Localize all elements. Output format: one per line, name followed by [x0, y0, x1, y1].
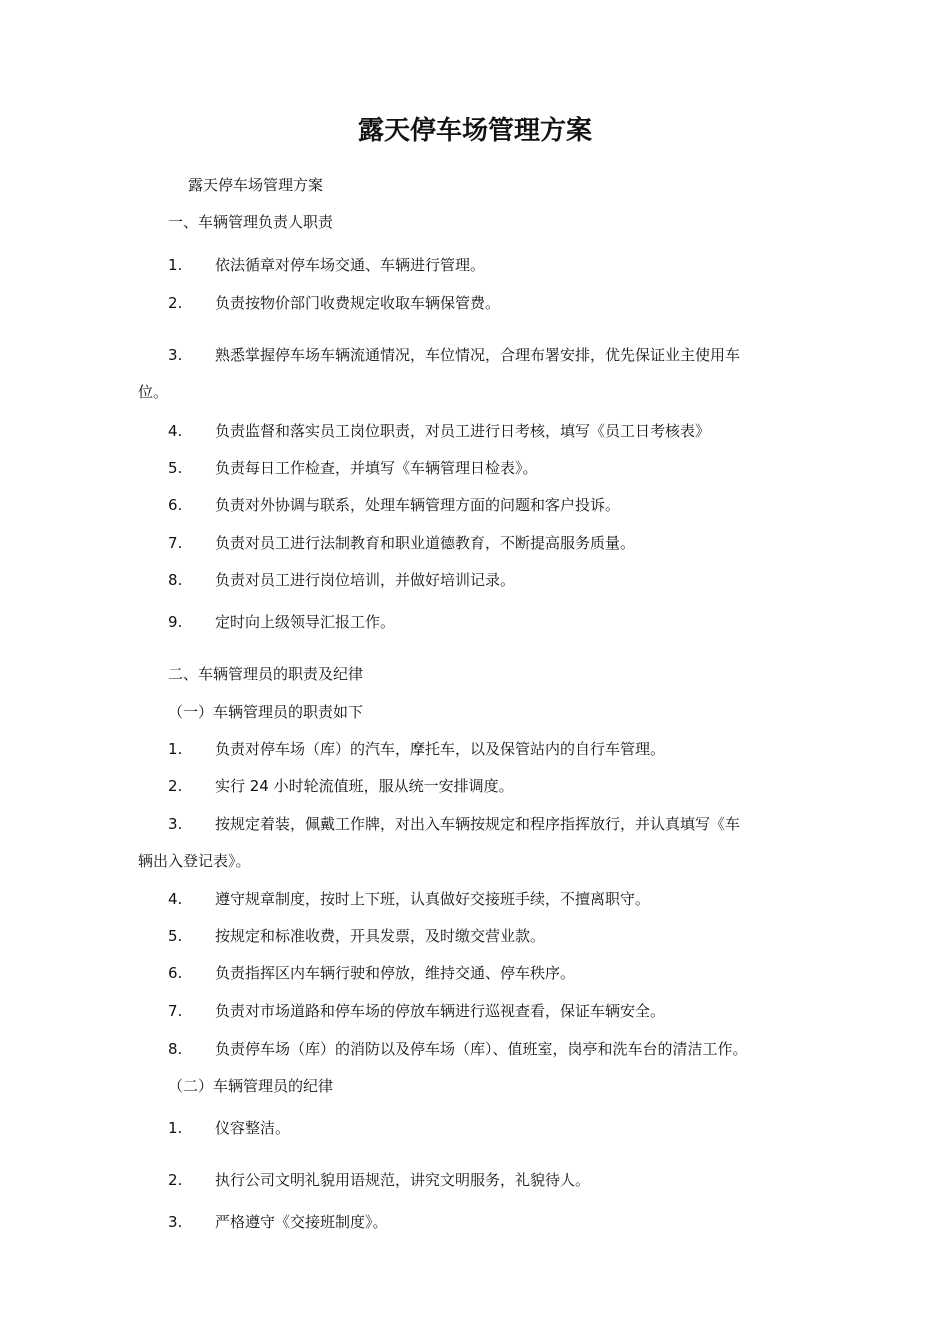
list-item-text: 负责监督和落实员工岗位职责，对员工进行日考核，填写《员工日考核表》	[215, 422, 711, 440]
section-1-heading: 一、车辆管理负责人职责	[168, 213, 334, 231]
subsection-1-heading: （一）车辆管理员的职责如下	[168, 703, 364, 721]
list-item-number: 8.	[168, 1040, 183, 1058]
list-item-number: 8.	[168, 571, 183, 589]
list-item-text: 负责按物价部门收费规定收取车辆保管费。	[215, 294, 501, 312]
list-item-text: 执行公司文明礼貌用语规范，讲究文明服务，礼貌待人。	[215, 1171, 591, 1189]
document-subtitle: 露天停车场管理方案	[188, 176, 324, 194]
list-item-number: 4.	[168, 890, 183, 908]
list-item-number: 5.	[168, 927, 183, 945]
list-item-text: 负责对市场道路和停车场的停放车辆进行巡视查看，保证车辆安全。	[215, 1002, 666, 1020]
list-item-number: 3.	[168, 815, 183, 833]
document-title: 露天停车场管理方案	[357, 116, 592, 146]
list-item-number: 4.	[168, 422, 183, 440]
list-item-text: 负责对停车场（库）的汽车，摩托车，以及保管站内的自行车管理。	[215, 740, 666, 758]
list-item-text: 依法循章对停车场交通、车辆进行管理。	[215, 256, 486, 274]
list-item-number: 5.	[168, 459, 183, 477]
list-item-number: 6.	[168, 496, 183, 514]
section-2-heading: 二、车辆管理员的职责及纪律	[168, 665, 364, 683]
list-item-number: 3.	[168, 346, 183, 364]
list-item-text: 仪容整洁。	[215, 1119, 291, 1137]
list-item-continuation: 位。	[138, 383, 169, 401]
list-item-text: 遵守规章制度，按时上下班，认真做好交接班手续，不擅离职守。	[215, 890, 651, 908]
list-item-number: 9.	[168, 613, 183, 631]
list-item-text: 实行 24 小时轮流值班，服从统一安排调度。	[215, 777, 514, 795]
list-item-text: 负责指挥区内车辆行驶和停放，维持交通、停车秩序。	[215, 964, 576, 982]
list-item-text: 负责每日工作检查，并填写《车辆管理日检表》。	[215, 459, 538, 477]
list-item-number: 2.	[168, 1171, 183, 1189]
list-item-text: 严格遵守《交接班制度》。	[215, 1213, 388, 1231]
list-item-text: 定时向上级领导汇报工作。	[215, 613, 396, 631]
list-item-text: 按规定着装，佩戴工作牌，对出入车辆按规定和程序指挥放行，并认真填写《车	[215, 815, 741, 833]
list-item-text: 负责对员工进行岗位培训，并做好培训记录。	[215, 571, 516, 589]
list-item-text: 负责对外协调与联系，处理车辆管理方面的问题和客户投诉。	[215, 496, 621, 514]
list-item-number: 1.	[168, 740, 183, 758]
list-item-number: 3.	[168, 1213, 183, 1231]
list-item-number: 2.	[168, 777, 183, 795]
list-item-number: 6.	[168, 964, 183, 982]
list-item-continuation: 辆出入登记表》。	[138, 852, 251, 870]
list-item-text: 负责停车场（库）的消防以及停车场（库）、值班室，岗亭和洗车台的清洁工作。	[215, 1040, 748, 1058]
list-item-number: 2.	[168, 294, 183, 312]
list-item-number: 7.	[168, 1002, 183, 1020]
list-item-number: 7.	[168, 534, 183, 552]
list-item-number: 1.	[168, 1119, 183, 1137]
list-item-text: 按规定和标准收费，开具发票，及时缴交营业款。	[215, 927, 546, 945]
subsection-2-heading: （二）车辆管理员的纪律	[168, 1077, 334, 1095]
list-item-number: 1.	[168, 256, 183, 274]
list-item-text: 熟悉掌握停车场车辆流通情况，车位情况，合理布署安排，优先保证业主使用车	[215, 346, 741, 364]
list-item-text: 负责对员工进行法制教育和职业道德教育，不断提高服务质量。	[215, 534, 636, 552]
